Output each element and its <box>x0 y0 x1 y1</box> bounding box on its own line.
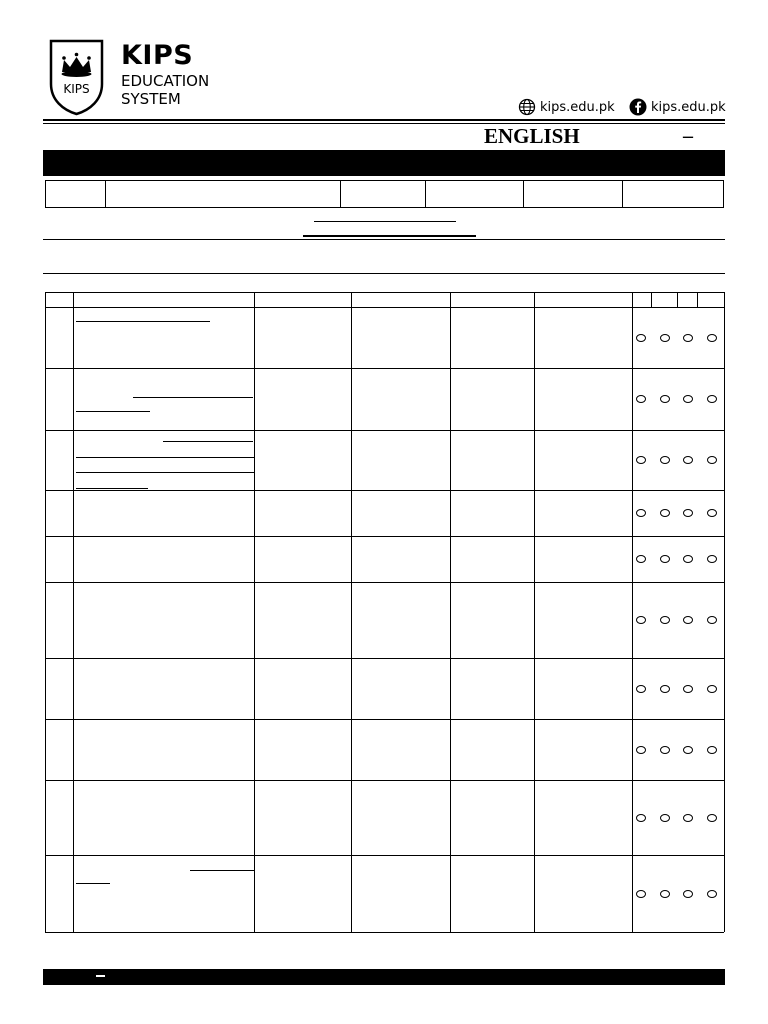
brand-line-system: SYSTEM <box>121 90 181 108</box>
header-option-divider <box>677 292 678 307</box>
answer-bubble[interactable] <box>707 334 717 342</box>
answer-blank <box>76 321 210 322</box>
instructions-rule <box>43 273 725 274</box>
answer-bubble[interactable] <box>636 555 646 563</box>
row-divider <box>45 582 724 583</box>
student-info-row <box>45 180 724 208</box>
answer-bubble[interactable] <box>707 814 717 822</box>
answer-blank <box>76 472 254 473</box>
answer-blank <box>76 411 150 412</box>
subject-title: ENGLISH <box>484 124 580 148</box>
answer-blank <box>163 441 253 442</box>
column-divider <box>351 292 352 932</box>
answer-bubble[interactable] <box>683 395 693 403</box>
mcq-table <box>45 292 724 932</box>
row-divider <box>45 780 724 781</box>
answer-bubble[interactable] <box>707 555 717 563</box>
answer-bubble[interactable] <box>660 509 670 517</box>
answer-bubble[interactable] <box>707 616 717 624</box>
answer-bubble[interactable] <box>636 456 646 464</box>
column-divider <box>450 292 451 932</box>
answer-bubble[interactable] <box>683 456 693 464</box>
section-rule <box>43 239 725 240</box>
header-rule-thin <box>43 123 725 124</box>
answer-bubble[interactable] <box>707 890 717 898</box>
brand-line-education: EDUCATION <box>121 72 210 90</box>
answer-bubble[interactable] <box>636 685 646 693</box>
title-bar <box>43 150 725 176</box>
answer-bubble[interactable] <box>660 685 670 693</box>
row-divider <box>45 307 724 308</box>
website-link[interactable] <box>518 98 615 116</box>
answer-bubble[interactable] <box>660 616 670 624</box>
info-cell[interactable] <box>623 181 723 207</box>
info-cell[interactable] <box>341 181 426 207</box>
info-cell[interactable] <box>46 181 106 207</box>
answer-bubble[interactable] <box>707 395 717 403</box>
answer-bubble[interactable] <box>683 685 693 693</box>
info-cell[interactable] <box>106 181 341 207</box>
answer-bubble[interactable] <box>636 395 646 403</box>
answer-bubble[interactable] <box>707 509 717 517</box>
answer-bubble[interactable] <box>636 746 646 754</box>
row-divider <box>45 855 724 856</box>
header-option-divider <box>697 292 698 307</box>
facebook-link[interactable] <box>629 98 726 116</box>
answer-bubble[interactable] <box>636 616 646 624</box>
answer-bubble[interactable] <box>636 509 646 517</box>
footer-dash <box>96 975 105 977</box>
row-divider <box>45 368 724 369</box>
column-divider <box>73 292 74 932</box>
answer-blank <box>76 457 254 458</box>
facebook-text: kips.edu.pk <box>651 99 726 115</box>
answer-bubble[interactable] <box>636 334 646 342</box>
row-divider <box>45 490 724 491</box>
column-divider <box>254 292 255 932</box>
answer-bubble[interactable] <box>707 685 717 693</box>
info-cell[interactable] <box>426 181 524 207</box>
answer-bubble[interactable] <box>660 890 670 898</box>
globe-icon <box>518 98 536 116</box>
answer-bubble[interactable] <box>683 555 693 563</box>
column-divider <box>632 292 633 932</box>
kips-logo <box>48 38 105 116</box>
info-cell[interactable] <box>524 181 624 207</box>
answer-blank <box>133 397 253 398</box>
title-underline <box>314 221 456 222</box>
answer-bubble[interactable] <box>660 456 670 464</box>
answer-bubble[interactable] <box>707 746 717 754</box>
answer-bubble[interactable] <box>660 334 670 342</box>
header-rule <box>43 119 725 121</box>
answer-bubble[interactable] <box>660 555 670 563</box>
header-option-divider <box>651 292 652 307</box>
footer-bar <box>43 969 725 985</box>
answer-bubble[interactable] <box>683 616 693 624</box>
answer-bubble[interactable] <box>683 334 693 342</box>
answer-bubble[interactable] <box>660 814 670 822</box>
answer-bubble[interactable] <box>660 395 670 403</box>
column-divider <box>534 292 535 932</box>
row-divider <box>45 658 724 659</box>
answer-bubble[interactable] <box>660 746 670 754</box>
row-divider <box>45 292 724 293</box>
website-text: kips.edu.pk <box>540 99 615 115</box>
row-divider <box>45 932 724 933</box>
answer-blank <box>190 870 254 871</box>
column-divider <box>45 292 46 932</box>
answer-bubble[interactable] <box>683 814 693 822</box>
answer-bubble[interactable] <box>683 509 693 517</box>
logo-text: KIPS <box>63 82 90 96</box>
answer-bubble[interactable] <box>636 814 646 822</box>
title-underline-thick <box>303 235 476 237</box>
answer-bubble[interactable] <box>683 890 693 898</box>
answer-bubble[interactable] <box>636 890 646 898</box>
column-divider <box>724 292 725 932</box>
answer-blank <box>76 883 110 884</box>
answer-blank <box>76 488 148 489</box>
brand-name: KIPS <box>121 40 194 71</box>
answer-bubble[interactable] <box>683 746 693 754</box>
answer-bubble[interactable] <box>707 456 717 464</box>
facebook-icon <box>629 98 647 116</box>
subject-suffix: – <box>683 125 693 147</box>
row-divider <box>45 719 724 720</box>
row-divider <box>45 536 724 537</box>
row-divider <box>45 430 724 431</box>
